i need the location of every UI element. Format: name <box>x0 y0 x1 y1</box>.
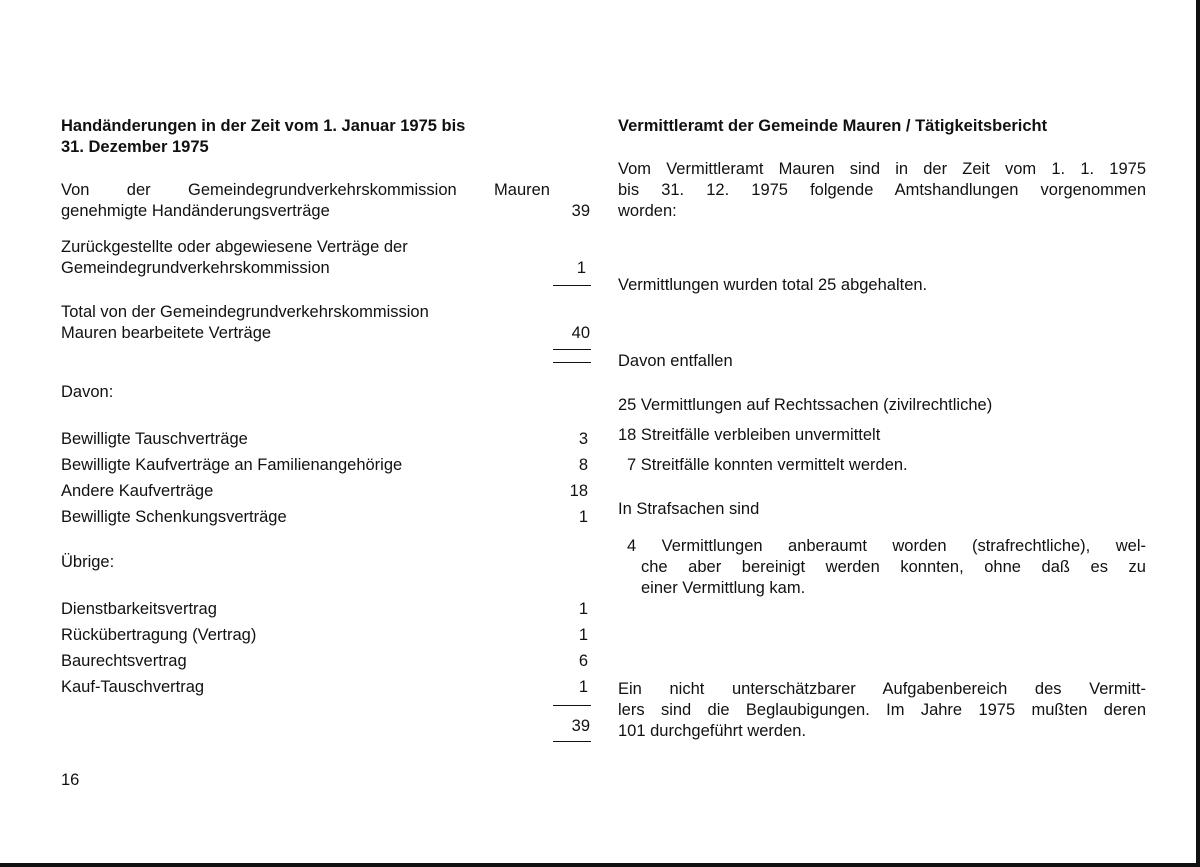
davon-list <box>61 426 591 530</box>
right-heading: Vermittleramt der Gemeinde Mauren / Tätigkeitsbericht <box>618 117 1048 135</box>
final-total-value: 39 <box>571 717 590 735</box>
list-item <box>61 648 591 674</box>
uebrige-list <box>61 596 591 700</box>
item1-line1: Von der Gemeindegrundverkehrskommission Mauren <box>61 181 550 199</box>
item2-line2: Gemeindegrundverkehrskommission <box>61 259 330 277</box>
uebrige-label: Übrige: <box>61 553 115 571</box>
list-item-value: 1 <box>578 508 588 526</box>
page-number: 16 <box>61 771 80 789</box>
list-item-value: 3 <box>578 430 588 448</box>
item3-line1: Total von der Gemeindegrundverkehrskommission <box>61 303 429 321</box>
left-heading-line1: Handänderungen in der Zeit vom 1. Januar 1975 bis <box>61 117 466 135</box>
intro-line3: worden: <box>618 202 677 220</box>
final-rule-2 <box>553 741 591 742</box>
subtotal-rule <box>553 285 591 286</box>
strafsachen-label: In Strafsachen sind <box>618 500 760 518</box>
list-item <box>61 674 591 700</box>
davon-label: Davon: <box>61 383 114 401</box>
list-item-label: Bewilligte Kaufverträge an Familienangehörige <box>61 456 403 474</box>
intro-line1: Vom Vermittleramt Mauren sind in der Zeit vom 1. 1. 1975 <box>618 160 1146 178</box>
list-item-value: 1 <box>578 600 588 618</box>
total-mediations: Vermittlungen wurden total 25 abgehalten. <box>618 276 928 294</box>
criminal-line-1: 4 Vermittlungen anberaumt worden (strafrechtliche), wel- <box>627 537 1146 555</box>
list-item <box>61 426 591 452</box>
final-rule-1 <box>553 705 591 706</box>
list-item <box>61 504 591 530</box>
list-item <box>61 452 591 478</box>
list-item-label: Baurechtsvertrag <box>61 652 187 670</box>
list-item <box>61 478 591 504</box>
item1-value: 39 <box>571 202 590 220</box>
list-item-label: Bewilligte Schenkungsverträge <box>61 508 287 526</box>
closing-line-3: 101 durchgeführt werden. <box>618 722 807 740</box>
list-item-label: Rückübertragung (Vertrag) <box>61 626 257 644</box>
item1-line2: genehmigte Handänderungsverträge <box>61 202 330 220</box>
list-item <box>61 622 591 648</box>
list-item-value: 1 <box>578 678 588 696</box>
closing-line-1: Ein nicht unterschätzbarer Aufgabenbereich des Vermitt- <box>618 680 1146 698</box>
list-item-label: Andere Kaufverträge <box>61 482 214 500</box>
civil-line-2: 18 Streitfälle verbleiben unvermittelt <box>618 426 881 444</box>
criminal-line-2: che aber bereinigt werden konnten, ohne daß es zu <box>641 558 1146 576</box>
intro-line2: bis 31. 12. 1975 folgende Amtshandlungen vorgenommen <box>618 181 1146 199</box>
total-rule-1 <box>553 349 591 350</box>
list-item-label: Bewilligte Tauschverträge <box>61 430 248 448</box>
list-item-value: 18 <box>569 482 588 500</box>
item3-value: 40 <box>571 324 590 342</box>
list-item-label: Dienstbarkeitsvertrag <box>61 600 217 618</box>
list-item-value: 1 <box>578 626 588 644</box>
criminal-line-3: einer Vermittlung kam. <box>641 579 806 597</box>
list-item-label: Kauf-Tauschvertrag <box>61 678 205 696</box>
davon-entfallen: Davon entfallen <box>618 352 733 370</box>
item2-line1: Zurückgestellte oder abgewiesene Verträge der <box>61 238 408 256</box>
list-item <box>61 596 591 622</box>
item3-line2: Mauren bearbeitete Verträge <box>61 324 272 342</box>
list-item-value: 6 <box>578 652 588 670</box>
item2-value: 1 <box>576 259 586 277</box>
total-rule-2 <box>553 362 591 363</box>
list-item-value: 8 <box>578 456 588 474</box>
civil-line-1: 25 Vermittlungen auf Rechtssachen (zivilrechtliche) <box>618 396 993 414</box>
civil-line-3: 7 Streitfälle konnten vermittelt werden. <box>627 456 908 474</box>
left-heading-line2: 31. Dezember 1975 <box>61 138 209 156</box>
closing-line-2: lers sind die Beglaubigungen. Im Jahre 1975 mußten deren <box>618 701 1146 719</box>
